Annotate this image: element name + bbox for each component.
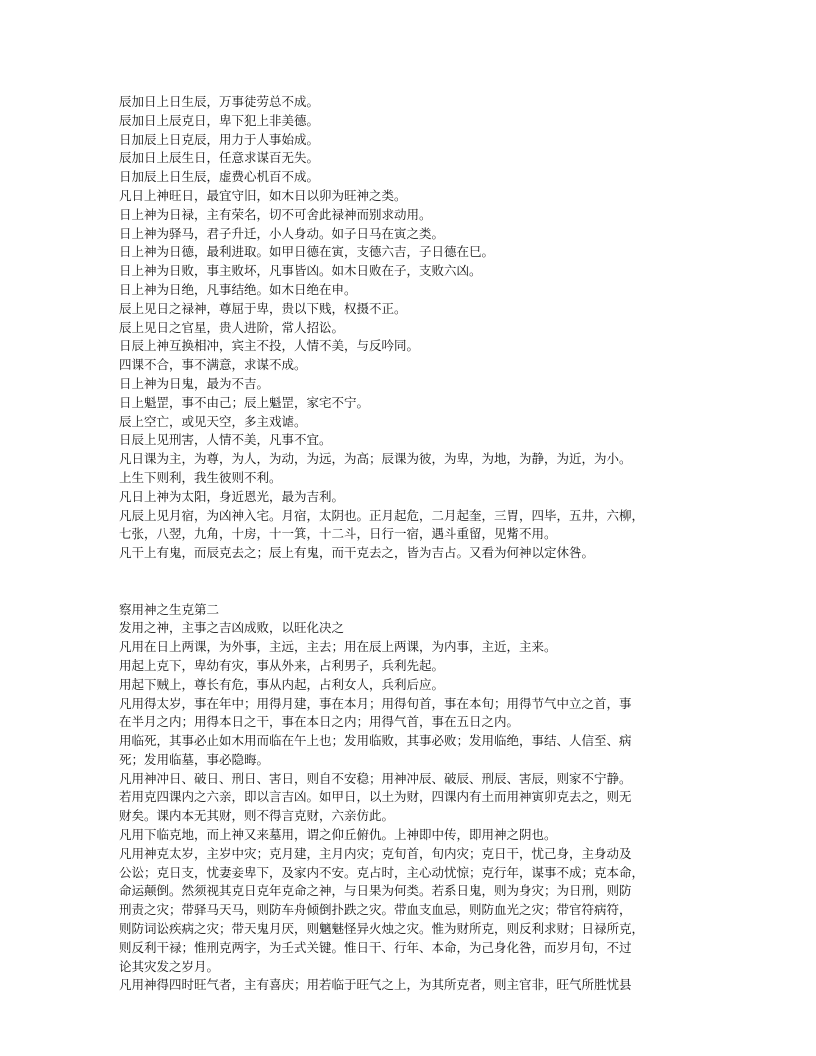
text-line: 凡用神冲日、破日、刑日、害日，则自不安稳；用神冲辰、破辰、刑辰、害辰，则家不宁静。	[119, 770, 632, 786]
text-line: 上生下则利，我生彼则不利。	[119, 469, 282, 485]
text-line: 凡用神得四时旺气者，主有喜庆；用若临于旺气之上，为其所克者，则主官非，旺气所胜忧县	[119, 977, 632, 993]
text-line: 日上神为日德，最利进取。如甲日德在寅，支德六吉，子日德在巳。	[119, 244, 495, 260]
text-line: 四课不合，事不满意，求谋不成。	[119, 357, 307, 373]
text-line: 刑责之灾；带驿马天马，则防车舟倾倒扑跌之灾。带血支血忌，则防血光之灾；带官符病符，	[119, 902, 632, 918]
text-line: 辰上见日之禄神，尊屈于卑，贵以下贱，权摄不正。	[119, 300, 407, 316]
text-line: 在半月之内；用得本日之干，事在本日之内；用得气首，事在五日之内。	[119, 714, 520, 730]
text-line: 则防词讼疾病之灾；带天鬼月厌，则魑魅怪异火烛之灾。惟为财所克，则反利求财；日禄所克，	[119, 921, 645, 937]
text-line: 辰加日上辰克日，卑下犯上非美德。	[119, 112, 320, 128]
text-line: 财矣。课内本无其财，则不得言克财，六亲仿此。	[119, 808, 395, 824]
text-line: 日加辰上日生辰，虚费心机百不成。	[119, 169, 320, 185]
section-use-spirit-body	[119, 619, 716, 995]
text-line: 辰上见日之官星，贵人进阶，常人招讼。	[119, 319, 345, 335]
text-line: 公讼；克日支，忧妻妾卑下，及家内不安。克占时，主心动忧惊；克行年，谋事不成；克本命，	[119, 864, 645, 880]
section-rules-day-branch	[119, 93, 716, 563]
text-line: 辰加日上日生辰，万事徒劳总不成。	[119, 94, 320, 109]
text-line: 若用克四课内之六亲，即以言吉凶。如甲日，以土为财，四课内有土而用神寅卯克去之，则无	[119, 789, 632, 805]
text-line: 日上魁罡，事不由己；辰上魁罡，家宅不宁。	[119, 394, 370, 410]
text-line: 日加辰上日克辰，用力于人事始成。	[119, 131, 320, 147]
text-line: 日上神为日禄，主有荣名，切不可舍此禄神而别求动用。	[119, 206, 432, 222]
text-line: 日上神为驿马，君子升迁，小人身动。如子日马在寅之类。	[119, 225, 445, 241]
text-line: 则反利干禄；惟刑克两字，为壬式关键。惟日干、行年、本命，为己身化咎，而岁月旬，不过	[119, 939, 632, 955]
text-line: 日上神为日绝，凡事结绝。如木日绝在申。	[119, 281, 357, 297]
text-line: 日辰上神互换相冲，宾主不投，人情不美，与反吟同。	[119, 338, 420, 354]
section-title: 察用神之生克第二	[119, 601, 220, 617]
text-line: 凡用在日上两课，为外事，主远，主去；用在辰上两课，为内事，主近，主来。	[119, 639, 557, 655]
text-line: 日上神为日败，事主败坏，凡事皆凶。如木日败在子，支败六凶。	[119, 263, 482, 279]
text-line: 发用之神，主事之吉凶成败，以旺化决之	[119, 620, 345, 636]
text-line: 凡辰上见月宿，为凶神入宅。月宿，太阴也。正月起危，二月起奎，三胃，四毕，五井，六柳，	[119, 507, 645, 523]
text-line: 凡用神克太岁，主岁中灾；克月建，主月内灾；克旬首，旬内灾；克日干，忧己身，主身动及	[119, 845, 632, 861]
text-line: 凡用下临克地，而上神又来墓用，谓之仰丘俯仇。上神即中传，即用神之阴也。	[119, 827, 557, 843]
text-line: 日辰上见刑害，人情不美，凡事不宜。	[119, 432, 332, 448]
text-line: 用临死，其事必止如木用而临在午上也；发用临败，其事必败；发用临绝，事结、人信至、病	[119, 733, 632, 749]
text-line: 凡干上有鬼，而辰克去之；辰上有鬼，而干克去之，皆为吉占。又看为何神以定休咎。	[119, 545, 595, 561]
text-line: 凡日课为主，为尊，为人，为动，为远，为高；辰课为彼，为卑，为地，为静，为近，为小。	[119, 451, 632, 467]
text-line: 用起上克下，卑幼有灾，事从外来，占利男子，兵利先起。	[119, 657, 445, 673]
text-line: 死；发用临墓，事必隐晦。	[119, 751, 270, 767]
text-line: 辰加日上辰生日，任意求谋百无失。	[119, 150, 320, 166]
text-line: 命运颠倒。然须视其克日克年克命之神，与日果为何类。若系日鬼，则为身灾；为日刑，则防	[119, 883, 632, 899]
text-line: 凡日上神旺日，最宜守旧，如木日以卯为旺神之类。	[119, 187, 407, 203]
text-line: 用起下贼上，尊长有危，事从内起，占利女人，兵利后应。	[119, 676, 445, 692]
section-gap	[119, 563, 716, 601]
text-line: 论其灾发之岁月。	[119, 958, 220, 974]
text-line: 七张，八翌，九角，十房，十一箕，十二斗，日行一宿，遇斗重留，见觜不用。	[119, 526, 557, 542]
text-line: 凡用得太岁，事在年中；用得月建，事在本月；用得旬首，事在本旬；用得节气中立之首，事	[119, 695, 632, 711]
text-line: 凡日上神为太阳，身近恩光，最为吉利。	[119, 488, 345, 504]
text-line: 日上神为日鬼，最为不吉。	[119, 375, 270, 391]
text-line: 辰上空亡，或见天空，多主戏谑。	[119, 413, 307, 429]
